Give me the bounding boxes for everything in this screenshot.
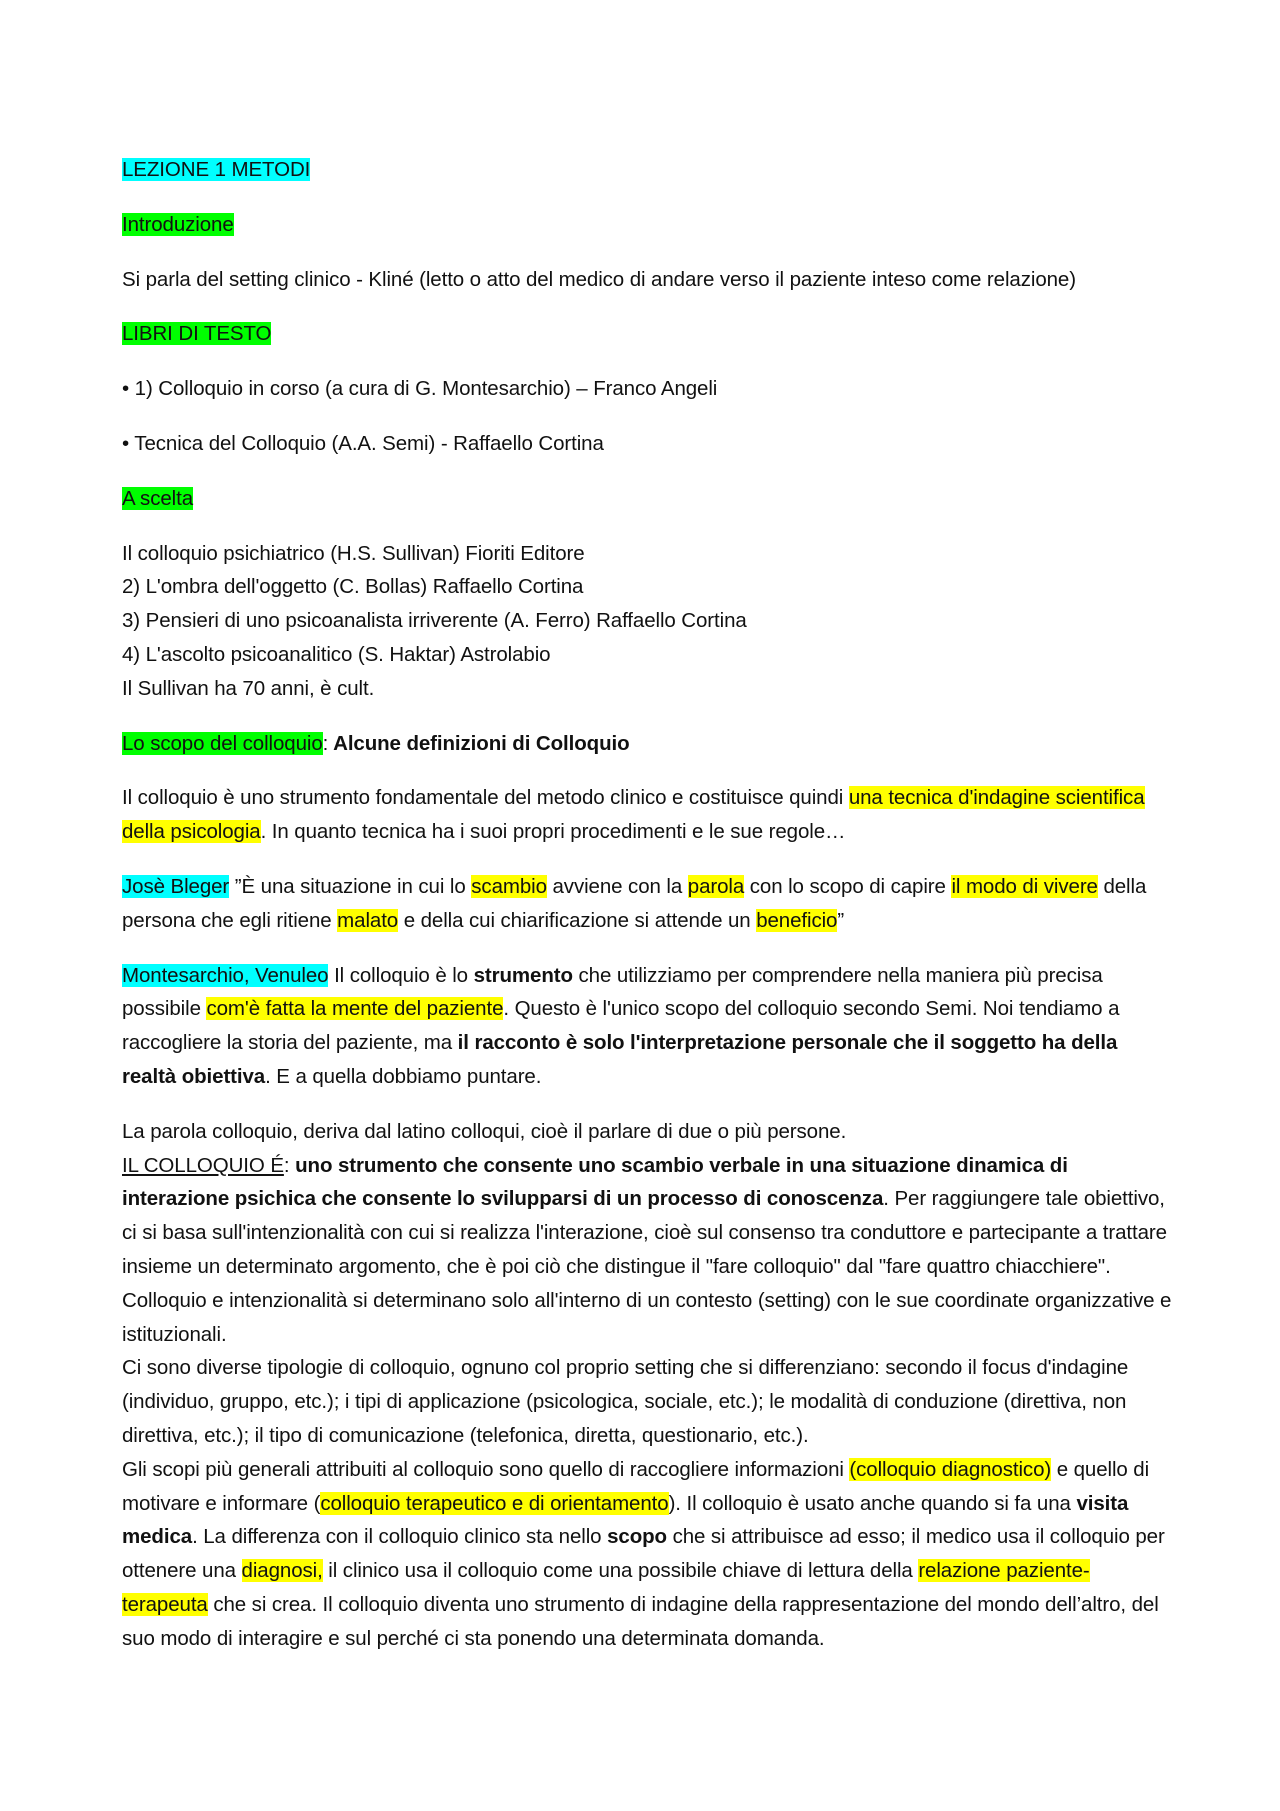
optional-item: 2) L'ombra dell'oggetto (C. Bollas) Raffaello Cortina xyxy=(122,575,584,599)
body-highlight: relazione paziente-terapeuta xyxy=(122,1559,1090,1616)
bleger-text: ”È una situazione in cui lo xyxy=(229,874,472,898)
body-line: Ci sono diverse tipologie di colloquio, ognuno col proprio setting che si differenziano: secondo il focus d'indagine (individuo, gruppo, etc.); i tipi di applicazione (psicologica, sociale, etc.); le modalità di conduzione (direttiva, non direttiva, etc.); il tipo di comunicazione (telefonica, diretta, questionario, etc.). xyxy=(122,1356,1129,1447)
colloquio-label: IL COLLOQUIO É xyxy=(122,1153,284,1177)
scope-label: Lo scopo del colloquio xyxy=(122,731,323,755)
body-highlight: (colloquio diagnostico) xyxy=(849,1457,1052,1481)
optional-item: 4) L'ascolto psicoanalitico (S. Haktar) Astrolabio xyxy=(122,642,551,666)
lesson-heading xyxy=(122,153,1172,187)
bleger-text: avviene con la xyxy=(546,874,688,898)
bleger-text: e della cui chiarificazione si attende un xyxy=(398,908,757,932)
monte-text: . E a quella dobbiamo puntare. xyxy=(265,1064,542,1088)
bleger-paragraph xyxy=(122,870,1172,938)
body-bold: visita medica xyxy=(122,1491,1129,1549)
bleger-text: della persona che egli ritiene xyxy=(122,874,1147,932)
optional-item: Il Sullivan ha 70 anni, è cult. xyxy=(122,676,375,700)
monte-text: che utilizziamo per comprendere nella maniera più precisa possibile xyxy=(122,963,1103,1021)
body-text: il clinico usa il colloquio come una possibile chiave di lettura della xyxy=(322,1559,919,1583)
book-item: • Tecnica del Colloquio (A.A. Semi) - Raffaello Cortina xyxy=(122,431,604,455)
body-colon: : xyxy=(283,1153,290,1177)
scope-title: Alcune definizioni di Colloquio xyxy=(328,731,630,755)
optional-heading xyxy=(122,482,1172,516)
scope-heading xyxy=(122,727,1172,761)
book-item: • 1) Colloquio in corso (a cura di G. Montesarchio) – Franco Angeli xyxy=(122,377,718,401)
body-line: La parola colloquio, deriva dal latino colloqui, cioè il parlare di due o più persone. xyxy=(122,1119,847,1143)
body-highlight: colloquio terapeutico e di orientamento xyxy=(320,1491,669,1515)
optional-list xyxy=(122,537,1172,706)
body-bold: uno strumento che consente uno scambio verbale in una situazione dinamica di interazione psichica che consente lo svilupparsi di un processo di conoscenza xyxy=(122,1153,1068,1211)
bleger-highlight: malato xyxy=(337,908,399,932)
scope-colon: : xyxy=(322,731,329,755)
optional-item: Il colloquio psichiatrico (H.S. Sullivan) Fioriti Editore xyxy=(122,541,585,565)
monte-bold: il racconto è solo l'interpretazione personale che il soggetto ha della realtà obiettiva xyxy=(122,1031,1118,1088)
body-section xyxy=(122,1115,1172,1656)
optional-item: 3) Pensieri di uno psicoanalista irriverente (A. Ferro) Raffaello Cortina xyxy=(122,609,747,633)
bleger-highlight: il modo di vivere xyxy=(951,874,1098,898)
monte-bold: strumento xyxy=(473,963,573,987)
body-text: e quello di motivare e informare ( xyxy=(122,1457,1150,1515)
body-purposes xyxy=(122,1453,1172,1656)
def-text: . In quanto tecnica ha i suoi propri procedimenti e le sue regole… xyxy=(260,820,846,844)
optional-label: A scelta xyxy=(122,486,193,510)
montesarchio-name: Montesarchio, Venuleo xyxy=(122,963,329,987)
bleger-text: ” xyxy=(837,908,845,932)
intro-title: Introduzione xyxy=(122,212,234,236)
body-text: . La differenza con il colloquio clinico sta nello xyxy=(192,1525,608,1549)
body-text: che si attribuisce ad esso; il medico usa il colloquio per ottenere una xyxy=(122,1525,1165,1583)
lesson-title: LEZIONE 1 METODI xyxy=(122,158,311,181)
body-text: Gli scopi più generali attribuiti al colloquio sono quello di raccogliere informazioni xyxy=(122,1457,850,1481)
body-text: . Per raggiungere tale obiettivo, ci si basa sull'intenzionalità con cui si realizza l'interazione, cioè sul consenso tra conduttore e partecipante a trattare insieme un determinato argomento, che è poi ciò che distingue il "fare colloquio" dal "fare quattro chiacchiere". Colloquio e intenzionalità si determinano solo all'interno di un contesto (setting) con le sue coordinate organizzative e istituzionali. xyxy=(122,1187,1172,1346)
body-definition xyxy=(122,1149,1172,1352)
bleger-name: Josè Bleger xyxy=(122,874,230,898)
intro-heading xyxy=(122,208,1172,242)
books-heading xyxy=(122,317,1172,351)
body-bold: scopo xyxy=(607,1525,667,1549)
body-highlight: diagnosi, xyxy=(241,1559,323,1583)
bleger-highlight: scambio xyxy=(471,874,547,898)
books-label: LIBRI DI TESTO xyxy=(122,322,272,346)
montesarchio-paragraph xyxy=(122,959,1172,1094)
body-text: che si crea. Il colloquio diventa uno strumento di indagine della rappresentazione del mondo dell’altro, del suo modo di interagire e sul perché ci sta ponendo una determinata domanda. xyxy=(122,1592,1159,1650)
bleger-highlight: beneficio xyxy=(756,908,838,932)
monte-text: . Questo è l'unico scopo del colloquio secondo Semi. Noi tendiamo a raccogliere la storia del paziente, ma xyxy=(122,997,1120,1055)
bleger-text: con lo scopo di capire xyxy=(744,874,952,898)
body-text: ). Il colloquio è usato anche quando si fa una xyxy=(668,1491,1077,1515)
def-text: Il colloquio è uno strumento fondamentale del metodo clinico e costituisce quindi xyxy=(122,786,849,810)
def-highlight: una tecnica d'indagine scientifica della psicologia xyxy=(122,786,1145,844)
definition-paragraph xyxy=(122,781,1172,849)
intro-text: Si parla del setting clinico - Kliné (letto o atto del medico di andare verso il paziente inteso come relazione) xyxy=(122,267,1076,291)
monte-highlight: com'è fatta la mente del paziente xyxy=(206,997,504,1021)
bleger-highlight: parola xyxy=(687,874,745,898)
document-content xyxy=(122,153,1172,1676)
monte-text: Il colloquio è lo xyxy=(328,963,474,987)
